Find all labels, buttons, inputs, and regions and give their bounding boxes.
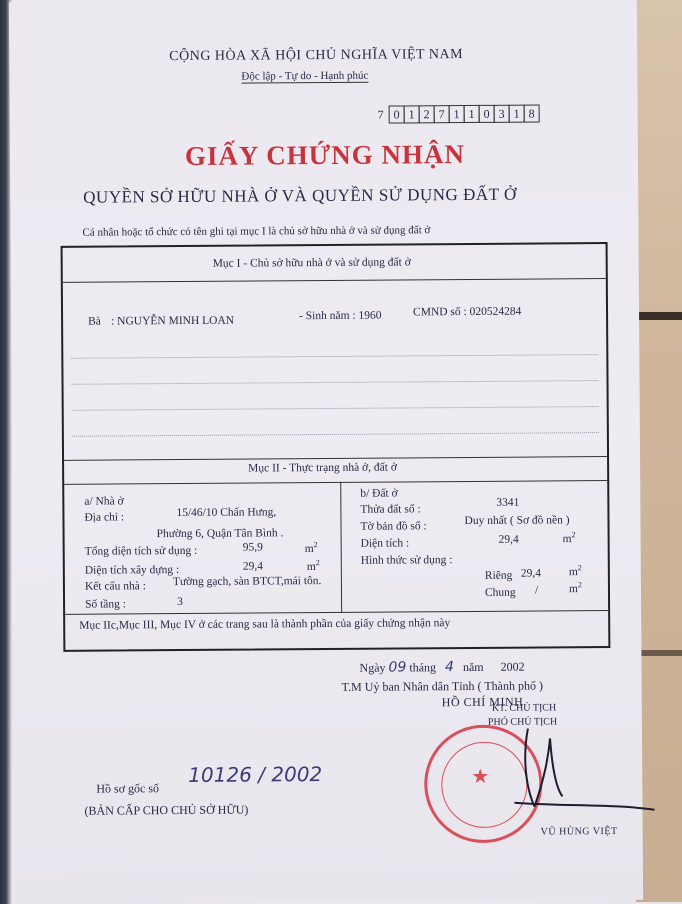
unit-label: m <box>568 583 578 596</box>
unit-superscript: 2 <box>313 540 318 550</box>
house-address-line1: 15/46/10 Chấn Hưng, <box>176 506 277 520</box>
unit-label: m <box>304 542 314 555</box>
issue-date <box>359 659 524 676</box>
shared-label: Chung <box>484 586 516 599</box>
background-shadow-bar <box>636 312 682 320</box>
unit-superscript: 2 <box>315 558 320 568</box>
total-area-label: Tổng diện tích sử dụng : <box>84 544 198 558</box>
divider <box>65 610 608 615</box>
shared-unit <box>569 580 582 595</box>
owner-honorific: Bà <box>88 315 101 328</box>
signer-name: VŨ HÙNG VIỆT <box>540 825 618 838</box>
structure-value: Tường gạch, sàn BTCT,mái tôn. <box>172 575 322 589</box>
unit-superscript: 2 <box>577 580 582 590</box>
parcel-value: 3341 <box>496 496 520 509</box>
unit-superscript: 2 <box>571 530 576 540</box>
intro-text: Cá nhân hoặc tổ chức có tên ghi tại mục I là chủ sở hữu nhà ở và sử dụng đất ở <box>82 224 431 239</box>
land-area-label: Diện tích : <box>360 537 410 550</box>
section-1-title: Mục I - Chủ sở hữu nhà ở và sử dụng đất ở <box>212 256 411 270</box>
map-value: Duy nhất ( Sơ đồ nền ) <box>464 514 570 528</box>
divider <box>63 278 606 283</box>
private-unit <box>569 563 582 578</box>
unit-label: m <box>568 566 578 579</box>
map-label: Tờ bản đồ số : <box>360 520 427 533</box>
year-label: năm <box>462 659 484 675</box>
column-divider <box>340 482 342 612</box>
section-2-title: Mục II - Thực trạng nhà ở, đất ở <box>248 461 397 475</box>
serial-prefix: 7 <box>377 107 384 122</box>
serial-digit: 1 <box>449 105 465 123</box>
record-number: 10126 / 2002 <box>188 762 323 787</box>
motto: Độc lập - Tự do - Hạnh phúc <box>241 69 369 83</box>
structure-label: Kết cấu nhà : <box>84 580 146 593</box>
dotted-line <box>72 432 599 437</box>
document-title: GIẤY CHỨNG NHẬN <box>184 139 466 171</box>
signature <box>504 718 665 839</box>
house-address-line2: Phường 6, Quận Tân Bình . <box>156 527 284 541</box>
nation-heading: CỘNG HÒA XÃ HỘI CHỦ NGHĨA VIỆT NAM <box>169 47 464 65</box>
certificate-paper <box>9 0 643 904</box>
dotted-line <box>72 380 599 385</box>
divider <box>64 480 607 485</box>
divider <box>64 456 607 461</box>
dotted-line <box>72 406 599 411</box>
copy-note: (BẢN CẤP CHO CHỦ SỞ HỮU) <box>84 802 249 818</box>
serial-digit: 1 <box>404 105 420 123</box>
serial-digit: 1 <box>464 105 480 123</box>
owner-name: : NGUYỄN MINH LOAN <box>111 314 235 328</box>
total-area-value: 95,9 <box>242 541 263 554</box>
built-area-value: 29,4 <box>242 560 263 573</box>
owner-birth-year: - Sinh năm : 1960 <box>299 309 382 323</box>
serial-number <box>378 105 540 124</box>
land-area-unit <box>563 530 576 545</box>
floors-value: 3 <box>177 596 183 609</box>
total-area-unit <box>305 540 318 555</box>
unit-label: m <box>306 560 316 573</box>
private-label: Riêng <box>484 569 513 582</box>
day-label: Ngày <box>359 660 386 675</box>
dotted-line <box>71 354 598 359</box>
serial-digit: 1 <box>509 105 525 123</box>
floors-label: Số tầng : <box>85 598 126 611</box>
unit-label: m <box>562 533 572 546</box>
authority-overprint: KT. CHỦ TỊCH <box>491 702 557 714</box>
private-value: 29,4 <box>520 567 542 580</box>
year-value: 2002 <box>500 659 525 674</box>
house-address-label: Địa chỉ : <box>84 511 125 524</box>
month-value: 4 <box>444 659 454 676</box>
serial-digit: 0 <box>389 105 405 123</box>
authority-line2: HỒ CHÍ MINH <box>441 694 524 710</box>
land-area-value: 29,4 <box>498 533 519 546</box>
owner-id-number: CMND số : 020524284 <box>412 305 522 319</box>
serial-digit: 8 <box>524 105 540 123</box>
serial-digit: 0 <box>479 105 495 123</box>
usage-label: Hình thức sử dụng : <box>360 554 453 567</box>
authority-line3: PHÓ CHỦ TỊCH <box>487 716 558 728</box>
parcel-label: Thửa đất số : <box>360 503 421 516</box>
month-label: tháng <box>409 660 437 675</box>
day-value: 09 <box>388 659 407 676</box>
seal-star-icon: ★ <box>471 765 490 788</box>
document-subtitle: QUYỀN SỞ HỮU NHÀ Ở VÀ QUYỀN SỬ DỤNG ĐẤT Ở <box>83 184 517 207</box>
house-heading: a/ Nhà ở <box>84 495 124 508</box>
land-heading: b/ Đất ở <box>360 487 398 500</box>
serial-digit: 2 <box>419 105 435 123</box>
unit-superscript: 2 <box>577 563 582 573</box>
shared-value: / <box>534 584 539 597</box>
footnote: Mục IIc,Mục III, Mục IV ở các trang sau là thành phần của giấy chứng nhận này <box>79 617 451 632</box>
authority-line1: T.M Uỷ ban Nhân dân Tỉnh ( Thành phố ) <box>341 678 544 694</box>
built-area-label: Diện tích xây dựng : <box>84 564 180 577</box>
record-label: Hồ sơ gốc số <box>96 781 160 796</box>
background-shadow-bar <box>636 650 682 656</box>
built-area-unit <box>307 558 320 573</box>
serial-digit: 7 <box>434 105 450 123</box>
serial-digit: 3 <box>494 105 510 123</box>
certificate-table <box>61 242 611 652</box>
